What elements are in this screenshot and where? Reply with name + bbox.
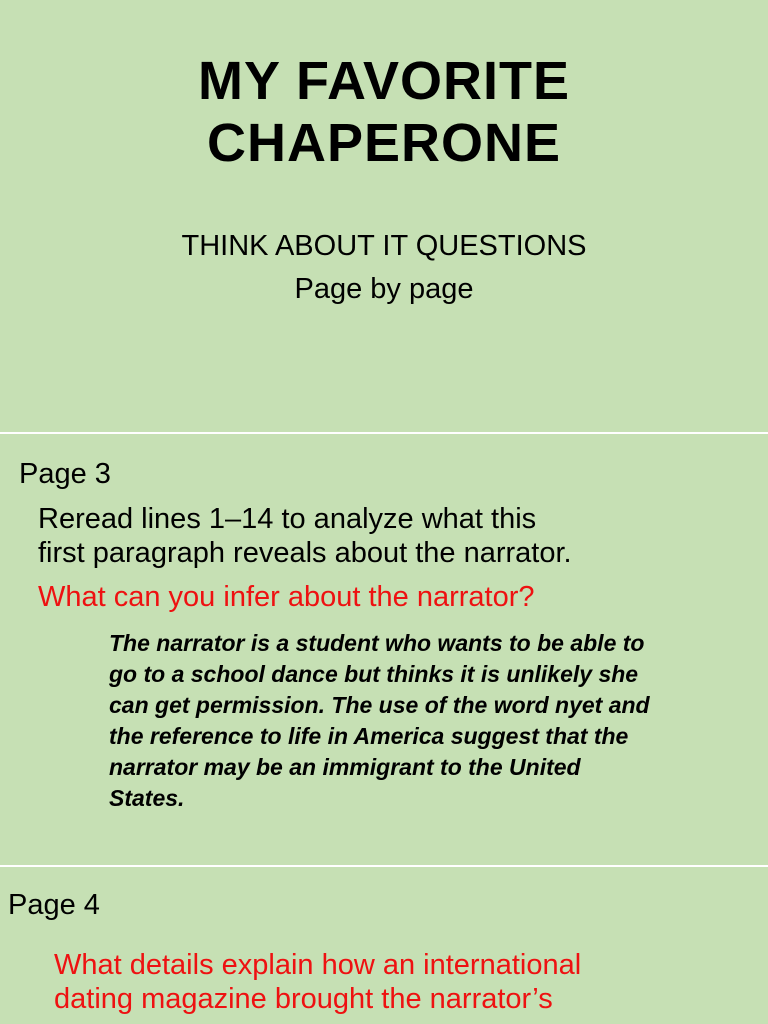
answer-line: the reference to life in America suggest that the xyxy=(109,723,629,749)
answer-line: narrator may be an immigrant to the United xyxy=(109,754,581,780)
answer-line: The narrator is a student who wants to be able to xyxy=(109,630,645,656)
answer-line: States. xyxy=(109,785,185,811)
prompt-line-1: Reread lines 1–14 to analyze what this xyxy=(38,503,537,535)
details-question xyxy=(54,948,754,1016)
answer-line: go to a school dance but thinks it is unlikely she xyxy=(109,661,639,687)
title-line-2: CHAPERONE xyxy=(206,113,562,173)
page-4-slide xyxy=(0,867,768,1024)
infer-question: What can you infer about the narrator? xyxy=(38,581,535,613)
page-label: Page 4 xyxy=(8,889,100,921)
page-3-slide xyxy=(0,434,768,865)
subtitle-line-2: Page by page xyxy=(294,273,474,305)
question-line-2: dating magazine brought the narrator’s xyxy=(54,983,553,1015)
slide-title xyxy=(0,50,768,174)
subtitle-line-1: THINK ABOUT IT QUESTIONS xyxy=(181,230,587,262)
answer-line: can get permission. The use of the word nyet and xyxy=(109,692,650,718)
prompt-line-2: first paragraph reveals about the narrator. xyxy=(38,537,572,569)
question-line-1: What details explain how an international xyxy=(54,949,582,981)
title-slide xyxy=(0,0,768,432)
reread-prompt xyxy=(38,502,738,570)
page-label: Page 3 xyxy=(19,458,111,490)
answer-paragraph xyxy=(109,628,739,814)
title-line-1: MY FAVORITE xyxy=(197,51,571,111)
